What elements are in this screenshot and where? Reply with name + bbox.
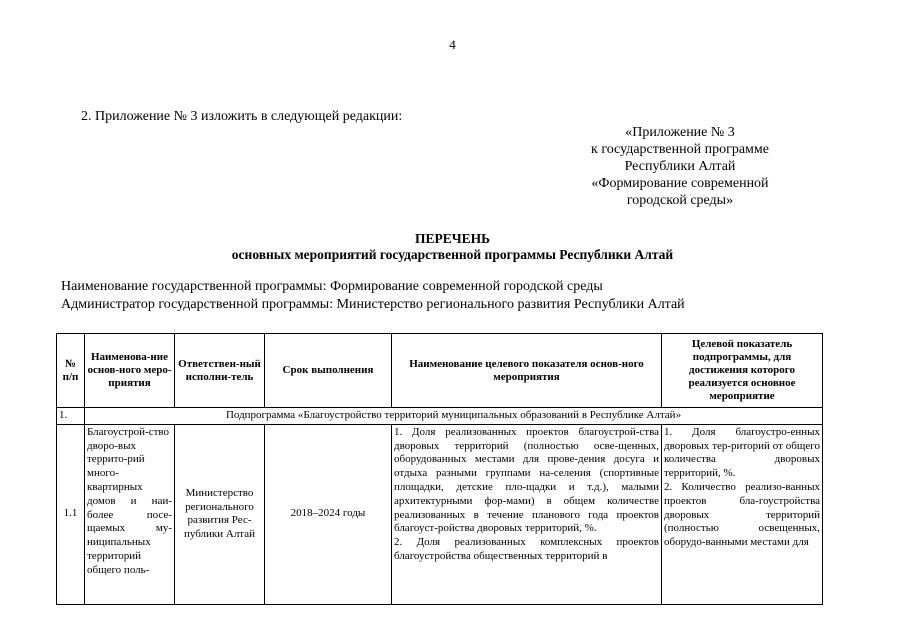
annex-line: «Приложение № 3 <box>625 125 735 140</box>
target-item: 2. Количество реализо-ванных проектов бла-гоустройства дворовых территорий (полностью освещенных, оборудо-ванными местами для <box>664 480 820 549</box>
annex-reference <box>565 124 795 209</box>
annex-line: к государственной программе <box>591 142 769 157</box>
header-term: Срок выполнения <box>265 334 392 408</box>
program-administrator: Администратор государственной программы: Министерство регионального развития Республики Алтай <box>61 297 685 312</box>
annex-line: Республики Алтай <box>624 159 736 174</box>
subprogram-row <box>57 408 823 425</box>
indicator-item: 2. Доля реализованных комплексных проектов благоустройства общественных территорий в <box>394 536 659 562</box>
row-target <box>662 424 823 604</box>
program-name: Наименование государственной программы: Формирование современной городской среды <box>61 279 603 294</box>
row-term: 2018–2024 годы <box>265 424 392 604</box>
header-target: Целевой показатель подпрограммы, для достижения которого реализуется основное мероприятие <box>662 334 823 408</box>
row-activity <box>85 424 175 604</box>
table-header-row <box>57 334 823 408</box>
document-heading <box>0 231 905 263</box>
indicator-item: 1. Доля реализованных проектов благоустрой-ства дворовых территорий (полностью осве-щенных, оборудованных местами для прове-дения досуга и отдыха разными группами на-селения (спортивные площадки, детские пло-щадки и т.д.), малыми архитектурными фор-мами) в общем количестве реализованных в течение планового года проектов благоуст-ройства дворовых территорий, %. <box>394 425 659 535</box>
row-activity-text: Благоустрой-ство дворо-вых террито-рий много-квартирных домов и наи-более посе-щаемых му-ниципальных территорий общего поль- <box>87 425 172 576</box>
activities-table <box>56 333 823 605</box>
heading-title: ПЕРЕЧЕНЬ <box>414 231 491 246</box>
annex-line: «Формирование современной <box>591 176 769 191</box>
target-item: 1. Доля благоустро-енных дворовых тер-риторий от общего количества дворовых территорий, %. <box>664 425 820 480</box>
header-executor: Ответствен-ный исполни-тель <box>175 334 265 408</box>
table-row <box>57 424 823 604</box>
subprogram-number: 1. <box>57 408 85 425</box>
page-number: 4 <box>449 37 456 52</box>
subprogram-title: Подпрограмма «Благоустройство территорий муниципальных образований в Республике Алтай» <box>85 408 823 425</box>
annex-line: городской среды» <box>626 193 734 208</box>
intro-text: 2. Приложение № 3 изложить в следующей редакции: <box>81 109 403 124</box>
header-activity: Наименова-ние основ-ного меро-приятия <box>85 334 175 408</box>
header-number: № п/п <box>57 334 85 408</box>
header-indicator: Наименование целевого показателя основ-ного мероприятия <box>392 334 662 408</box>
row-executor: Министерство регионального развития Рес-публики Алтай <box>175 424 265 604</box>
row-number: 1.1 <box>57 424 85 604</box>
row-indicator <box>392 424 662 604</box>
program-meta <box>61 278 685 314</box>
heading-subtitle: основных мероприятий государственной программы Республики Алтай <box>231 247 674 262</box>
